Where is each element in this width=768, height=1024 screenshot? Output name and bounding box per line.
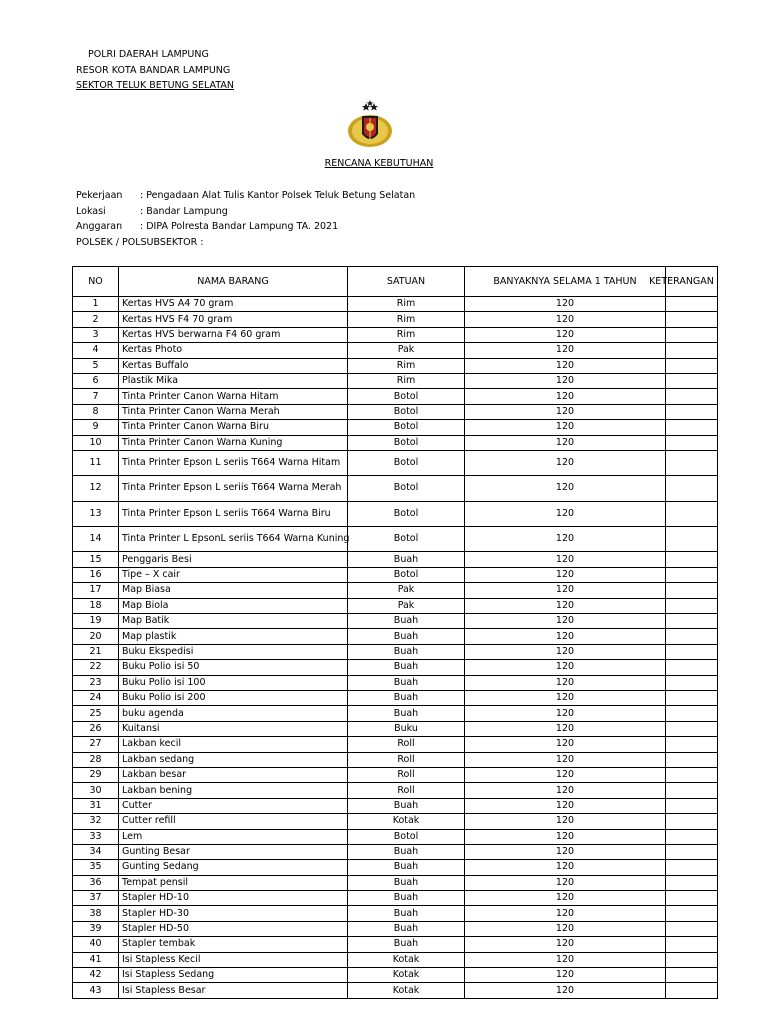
meta-pekerjaan xyxy=(76,188,415,204)
cell-keterangan xyxy=(666,373,718,388)
cell-nama-barang: Penggaris Besi xyxy=(119,552,348,567)
cell-keterangan xyxy=(666,829,718,844)
cell-no: 32 xyxy=(73,814,119,829)
cell-satuan: Botol xyxy=(348,450,465,475)
cell-no: 40 xyxy=(73,937,119,952)
cell-nama-barang: Buku Polio isi 50 xyxy=(119,660,348,675)
table-row xyxy=(73,327,718,342)
cell-satuan: Kotak xyxy=(348,968,465,983)
cell-keterangan xyxy=(666,404,718,419)
cell-satuan: Buah xyxy=(348,675,465,690)
table-header-row xyxy=(73,267,718,297)
cell-no: 36 xyxy=(73,875,119,890)
table-row xyxy=(73,952,718,967)
cell-no: 41 xyxy=(73,952,119,967)
cell-satuan: Buah xyxy=(348,644,465,659)
meta-lokasi xyxy=(76,204,415,220)
cell-satuan: Roll xyxy=(348,737,465,752)
table-row xyxy=(73,358,718,373)
cell-banyaknya: 120 xyxy=(465,814,666,829)
table-row xyxy=(73,814,718,829)
cell-satuan: Roll xyxy=(348,752,465,767)
cell-keterangan xyxy=(666,752,718,767)
cell-banyaknya: 120 xyxy=(465,358,666,373)
table-row xyxy=(73,501,718,526)
cell-no: 14 xyxy=(73,527,119,552)
cell-keterangan xyxy=(666,937,718,952)
cell-satuan: Buah xyxy=(348,798,465,813)
cell-no: 11 xyxy=(73,450,119,475)
cell-banyaknya: 120 xyxy=(465,297,666,312)
cell-keterangan xyxy=(666,690,718,705)
table-row xyxy=(73,614,718,629)
cell-keterangan xyxy=(666,614,718,629)
cell-nama-barang: Tinta Printer Canon Warna Hitam xyxy=(119,389,348,404)
cell-keterangan xyxy=(666,952,718,967)
cell-nama-barang: Kertas Photo xyxy=(119,343,348,358)
cell-banyaknya: 120 xyxy=(465,567,666,582)
cell-banyaknya: 120 xyxy=(465,476,666,501)
cell-no: 15 xyxy=(73,552,119,567)
cell-banyaknya: 120 xyxy=(465,501,666,526)
cell-nama-barang: Tinta Printer Canon Warna Kuning xyxy=(119,435,348,450)
cell-satuan: Rim xyxy=(348,327,465,342)
cell-satuan: Botol xyxy=(348,435,465,450)
cell-no: 30 xyxy=(73,783,119,798)
cell-nama-barang: Map Biola xyxy=(119,598,348,613)
cell-satuan: Buah xyxy=(348,921,465,936)
table-row xyxy=(73,752,718,767)
cell-no: 25 xyxy=(73,706,119,721)
cell-nama-barang: Stapler tembak xyxy=(119,937,348,952)
cell-nama-barang: Lakban besar xyxy=(119,767,348,782)
table-row xyxy=(73,983,718,998)
table-row xyxy=(73,675,718,690)
meta-anggaran-label: Anggaran xyxy=(76,221,123,232)
cell-keterangan xyxy=(666,737,718,752)
cell-no: 5 xyxy=(73,358,119,373)
cell-keterangan xyxy=(666,860,718,875)
cell-no: 16 xyxy=(73,567,119,582)
cell-no: 13 xyxy=(73,501,119,526)
cell-nama-barang: Stapler HD-50 xyxy=(119,921,348,936)
table-row xyxy=(73,420,718,435)
table-row xyxy=(73,404,718,419)
cell-satuan: Botol xyxy=(348,829,465,844)
cell-nama-barang: Isi Stapless Kecil xyxy=(119,952,348,967)
cell-satuan: Buah xyxy=(348,690,465,705)
cell-banyaknya: 120 xyxy=(465,404,666,419)
table-row xyxy=(73,690,718,705)
cell-nama-barang: Cutter xyxy=(119,798,348,813)
cell-banyaknya: 120 xyxy=(465,690,666,705)
cell-satuan: Buah xyxy=(348,844,465,859)
cell-nama-barang: Tinta Printer Canon Warna Biru xyxy=(119,420,348,435)
cell-satuan: Pak xyxy=(348,583,465,598)
cell-satuan: Buah xyxy=(348,875,465,890)
cell-keterangan xyxy=(666,844,718,859)
table-row xyxy=(73,783,718,798)
cell-banyaknya: 120 xyxy=(465,952,666,967)
cell-keterangan xyxy=(666,968,718,983)
cell-nama-barang: Map Batik xyxy=(119,614,348,629)
cell-no: 38 xyxy=(73,906,119,921)
cell-no: 34 xyxy=(73,844,119,859)
cell-nama-barang: Isi Stapless Besar xyxy=(119,983,348,998)
cell-nama-barang: Kertas HVS A4 70 gram xyxy=(119,297,348,312)
cell-no: 28 xyxy=(73,752,119,767)
cell-keterangan xyxy=(666,644,718,659)
cell-banyaknya: 120 xyxy=(465,527,666,552)
cell-keterangan xyxy=(666,343,718,358)
cell-nama-barang: Gunting Sedang xyxy=(119,860,348,875)
cell-keterangan xyxy=(666,552,718,567)
table-row xyxy=(73,860,718,875)
cell-keterangan xyxy=(666,501,718,526)
cell-satuan: Buah xyxy=(348,614,465,629)
table-row xyxy=(73,721,718,736)
cell-keterangan xyxy=(666,767,718,782)
cell-satuan: Botol xyxy=(348,420,465,435)
cell-keterangan xyxy=(666,527,718,552)
cell-keterangan xyxy=(666,358,718,373)
cell-nama-barang: Lem xyxy=(119,829,348,844)
cell-keterangan xyxy=(666,420,718,435)
table-row xyxy=(73,527,718,552)
table-row xyxy=(73,660,718,675)
cell-no: 7 xyxy=(73,389,119,404)
cell-nama-barang: Tempat pensil xyxy=(119,875,348,890)
cell-no: 6 xyxy=(73,373,119,388)
cell-nama-barang: Map Biasa xyxy=(119,583,348,598)
cell-keterangan xyxy=(666,598,718,613)
table-row xyxy=(73,875,718,890)
cell-no: 1 xyxy=(73,297,119,312)
cell-satuan: Roll xyxy=(348,783,465,798)
cell-no: 21 xyxy=(73,644,119,659)
cell-banyaknya: 120 xyxy=(465,435,666,450)
cell-keterangan xyxy=(666,675,718,690)
cell-no: 29 xyxy=(73,767,119,782)
cell-keterangan xyxy=(666,450,718,475)
cell-banyaknya: 120 xyxy=(465,906,666,921)
cell-satuan: Pak xyxy=(348,598,465,613)
cell-satuan: Buah xyxy=(348,660,465,675)
table-row xyxy=(73,389,718,404)
meta-pekerjaan-value: : Pengadaan Alat Tulis Kantor Polsek Teluk Betung Selatan xyxy=(140,190,416,201)
cell-no: 17 xyxy=(73,583,119,598)
cell-keterangan xyxy=(666,983,718,998)
table-row xyxy=(73,373,718,388)
cell-satuan: Roll xyxy=(348,767,465,782)
meta-lokasi-value: : Bandar Lampung xyxy=(140,205,228,217)
table-row xyxy=(73,552,718,567)
cell-no: 10 xyxy=(73,435,119,450)
col-header-nama: NAMA BARANG xyxy=(119,267,348,297)
cell-banyaknya: 120 xyxy=(465,721,666,736)
cell-keterangan xyxy=(666,389,718,404)
meta-polsek: POLSEK / POLSUBSEKTOR : xyxy=(76,236,204,248)
letterhead-line-3: SEKTOR TELUK BETUNG SELATAN xyxy=(76,80,234,91)
table-row xyxy=(73,937,718,952)
cell-nama-barang: Isi Stapless Sedang xyxy=(119,968,348,983)
cell-keterangan xyxy=(666,660,718,675)
cell-satuan: Kotak xyxy=(348,952,465,967)
table-row xyxy=(73,583,718,598)
cell-satuan: Buah xyxy=(348,860,465,875)
cell-keterangan xyxy=(666,297,718,312)
cell-no: 9 xyxy=(73,420,119,435)
cell-no: 8 xyxy=(73,404,119,419)
table-row xyxy=(73,891,718,906)
cell-satuan: Kotak xyxy=(348,814,465,829)
cell-nama-barang: Tinta Printer L EpsonL seriis T664 Warna Kuning xyxy=(119,527,348,552)
col-header-satuan: SATUAN xyxy=(348,267,465,297)
cell-banyaknya: 120 xyxy=(465,968,666,983)
cell-banyaknya: 120 xyxy=(465,860,666,875)
cell-banyaknya: 120 xyxy=(465,614,666,629)
table-row xyxy=(73,968,718,983)
cell-satuan: Rim xyxy=(348,297,465,312)
document-meta xyxy=(76,188,415,250)
cell-no: 23 xyxy=(73,675,119,690)
cell-nama-barang: Tipe – X cair xyxy=(119,567,348,582)
cell-satuan: Rim xyxy=(348,312,465,327)
meta-lokasi-label: Lokasi xyxy=(76,205,106,217)
cell-no: 24 xyxy=(73,690,119,705)
cell-keterangan xyxy=(666,706,718,721)
letterhead xyxy=(76,47,234,94)
cell-nama-barang: Kertas HVS F4 70 gram xyxy=(119,312,348,327)
cell-no: 43 xyxy=(73,983,119,998)
cell-satuan: Botol xyxy=(348,567,465,582)
cell-no: 31 xyxy=(73,798,119,813)
cell-banyaknya: 120 xyxy=(465,875,666,890)
cell-satuan: Buah xyxy=(348,552,465,567)
cell-nama-barang: buku agenda xyxy=(119,706,348,721)
cell-banyaknya: 120 xyxy=(465,783,666,798)
cell-no: 2 xyxy=(73,312,119,327)
cell-keterangan xyxy=(666,814,718,829)
cell-nama-barang: Kertas HVS berwarna F4 60 gram xyxy=(119,327,348,342)
cell-banyaknya: 120 xyxy=(465,983,666,998)
cell-nama-barang: Gunting Besar xyxy=(119,844,348,859)
cell-no: 18 xyxy=(73,598,119,613)
table-row xyxy=(73,450,718,475)
table-row xyxy=(73,906,718,921)
cell-banyaknya: 120 xyxy=(465,675,666,690)
cell-nama-barang: Tinta Printer Epson L seriis T664 Warna Biru xyxy=(119,501,348,526)
table-row xyxy=(73,798,718,813)
cell-keterangan xyxy=(666,567,718,582)
cell-banyaknya: 120 xyxy=(465,373,666,388)
cell-banyaknya: 120 xyxy=(465,629,666,644)
table-row xyxy=(73,829,718,844)
table-row xyxy=(73,767,718,782)
cell-satuan: Botol xyxy=(348,404,465,419)
cell-no: 33 xyxy=(73,829,119,844)
cell-no: 3 xyxy=(73,327,119,342)
cell-satuan: Buah xyxy=(348,706,465,721)
cell-nama-barang: Stapler HD-30 xyxy=(119,906,348,921)
cell-no: 26 xyxy=(73,721,119,736)
cell-satuan: Buah xyxy=(348,891,465,906)
cell-satuan: Buah xyxy=(348,906,465,921)
cell-nama-barang: Buku Ekspedisi xyxy=(119,644,348,659)
cell-banyaknya: 120 xyxy=(465,829,666,844)
document-title: RENCANA KEBUTUHAN xyxy=(324,158,434,169)
cell-keterangan xyxy=(666,583,718,598)
table-row xyxy=(73,343,718,358)
table-row xyxy=(73,312,718,327)
cell-keterangan xyxy=(666,891,718,906)
cell-no: 19 xyxy=(73,614,119,629)
cell-no: 12 xyxy=(73,476,119,501)
cell-nama-barang: Tinta Printer Epson L seriis T664 Warna Merah xyxy=(119,476,348,501)
cell-banyaknya: 120 xyxy=(465,450,666,475)
cell-no: 35 xyxy=(73,860,119,875)
cell-keterangan xyxy=(666,327,718,342)
cell-nama-barang: Tinta Printer Epson L seriis T664 Warna Hitam xyxy=(119,450,348,475)
cell-nama-barang: Map plastik xyxy=(119,629,348,644)
cell-satuan: Botol xyxy=(348,501,465,526)
meta-anggaran-value: : DIPA Polresta Bandar Lampung TA. 2021 xyxy=(140,221,339,232)
cell-banyaknya: 120 xyxy=(465,752,666,767)
cell-satuan: Pak xyxy=(348,343,465,358)
cell-banyaknya: 120 xyxy=(465,767,666,782)
cell-no: 39 xyxy=(73,921,119,936)
meta-pekerjaan-label: Pekerjaan xyxy=(76,190,123,201)
cell-satuan: Kotak xyxy=(348,983,465,998)
table-row xyxy=(73,476,718,501)
table-body xyxy=(73,297,718,999)
table-row xyxy=(73,297,718,312)
col-header-no: NO xyxy=(73,267,119,297)
items-table xyxy=(72,266,718,999)
table-row xyxy=(73,598,718,613)
cell-keterangan xyxy=(666,906,718,921)
cell-banyaknya: 120 xyxy=(465,737,666,752)
table-row xyxy=(73,435,718,450)
table-row xyxy=(73,921,718,936)
cell-nama-barang: Tinta Printer Canon Warna Merah xyxy=(119,404,348,419)
cell-satuan: Botol xyxy=(348,389,465,404)
cell-nama-barang: Buku Polio isi 100 xyxy=(119,675,348,690)
table-row xyxy=(73,706,718,721)
cell-banyaknya: 120 xyxy=(465,798,666,813)
cell-satuan: Rim xyxy=(348,358,465,373)
table-row xyxy=(73,629,718,644)
cell-keterangan xyxy=(666,476,718,501)
letterhead-line-2: RESOR KOTA BANDAR LAMPUNG xyxy=(76,64,231,76)
cell-nama-barang: Buku Polio isi 200 xyxy=(119,690,348,705)
cell-banyaknya: 120 xyxy=(465,343,666,358)
police-emblem-icon xyxy=(340,100,400,150)
table-row xyxy=(73,567,718,582)
cell-satuan: Buku xyxy=(348,721,465,736)
letterhead-line-1: POLRI DAERAH LAMPUNG xyxy=(88,49,209,60)
cell-keterangan xyxy=(666,921,718,936)
cell-banyaknya: 120 xyxy=(465,389,666,404)
cell-banyaknya: 120 xyxy=(465,891,666,906)
cell-satuan: Botol xyxy=(348,527,465,552)
cell-banyaknya: 120 xyxy=(465,937,666,952)
cell-nama-barang: Stapler HD-10 xyxy=(119,891,348,906)
cell-banyaknya: 120 xyxy=(465,844,666,859)
cell-banyaknya: 120 xyxy=(465,706,666,721)
cell-no: 4 xyxy=(73,343,119,358)
cell-keterangan xyxy=(666,312,718,327)
cell-banyaknya: 120 xyxy=(465,598,666,613)
cell-satuan: Buah xyxy=(348,629,465,644)
cell-satuan: Botol xyxy=(348,476,465,501)
cell-no: 42 xyxy=(73,968,119,983)
cell-nama-barang: Kuitansi xyxy=(119,721,348,736)
meta-anggaran xyxy=(76,219,415,235)
cell-no: 27 xyxy=(73,737,119,752)
cell-banyaknya: 120 xyxy=(465,312,666,327)
cell-keterangan xyxy=(666,783,718,798)
cell-banyaknya: 120 xyxy=(465,552,666,567)
table-row xyxy=(73,737,718,752)
cell-no: 22 xyxy=(73,660,119,675)
cell-satuan: Buah xyxy=(348,937,465,952)
cell-no: 20 xyxy=(73,629,119,644)
table-row xyxy=(73,644,718,659)
cell-nama-barang: Kertas Buffalo xyxy=(119,358,348,373)
cell-banyaknya: 120 xyxy=(465,583,666,598)
cell-keterangan xyxy=(666,629,718,644)
col-header-keterangan: KETERANGAN xyxy=(666,267,718,297)
cell-banyaknya: 120 xyxy=(465,327,666,342)
cell-satuan: Rim xyxy=(348,373,465,388)
cell-nama-barang: Plastik Mika xyxy=(119,373,348,388)
cell-banyaknya: 120 xyxy=(465,420,666,435)
cell-banyaknya: 120 xyxy=(465,644,666,659)
cell-no: 37 xyxy=(73,891,119,906)
cell-nama-barang: Lakban bening xyxy=(119,783,348,798)
col-header-qty: BANYAKNYA SELAMA 1 TAHUN xyxy=(465,267,666,297)
cell-nama-barang: Lakban sedang xyxy=(119,752,348,767)
cell-keterangan xyxy=(666,721,718,736)
cell-nama-barang: Lakban kecil xyxy=(119,737,348,752)
cell-nama-barang: Cutter refill xyxy=(119,814,348,829)
cell-keterangan xyxy=(666,435,718,450)
cell-banyaknya: 120 xyxy=(465,660,666,675)
table-row xyxy=(73,844,718,859)
cell-banyaknya: 120 xyxy=(465,921,666,936)
cell-keterangan xyxy=(666,875,718,890)
cell-keterangan xyxy=(666,798,718,813)
